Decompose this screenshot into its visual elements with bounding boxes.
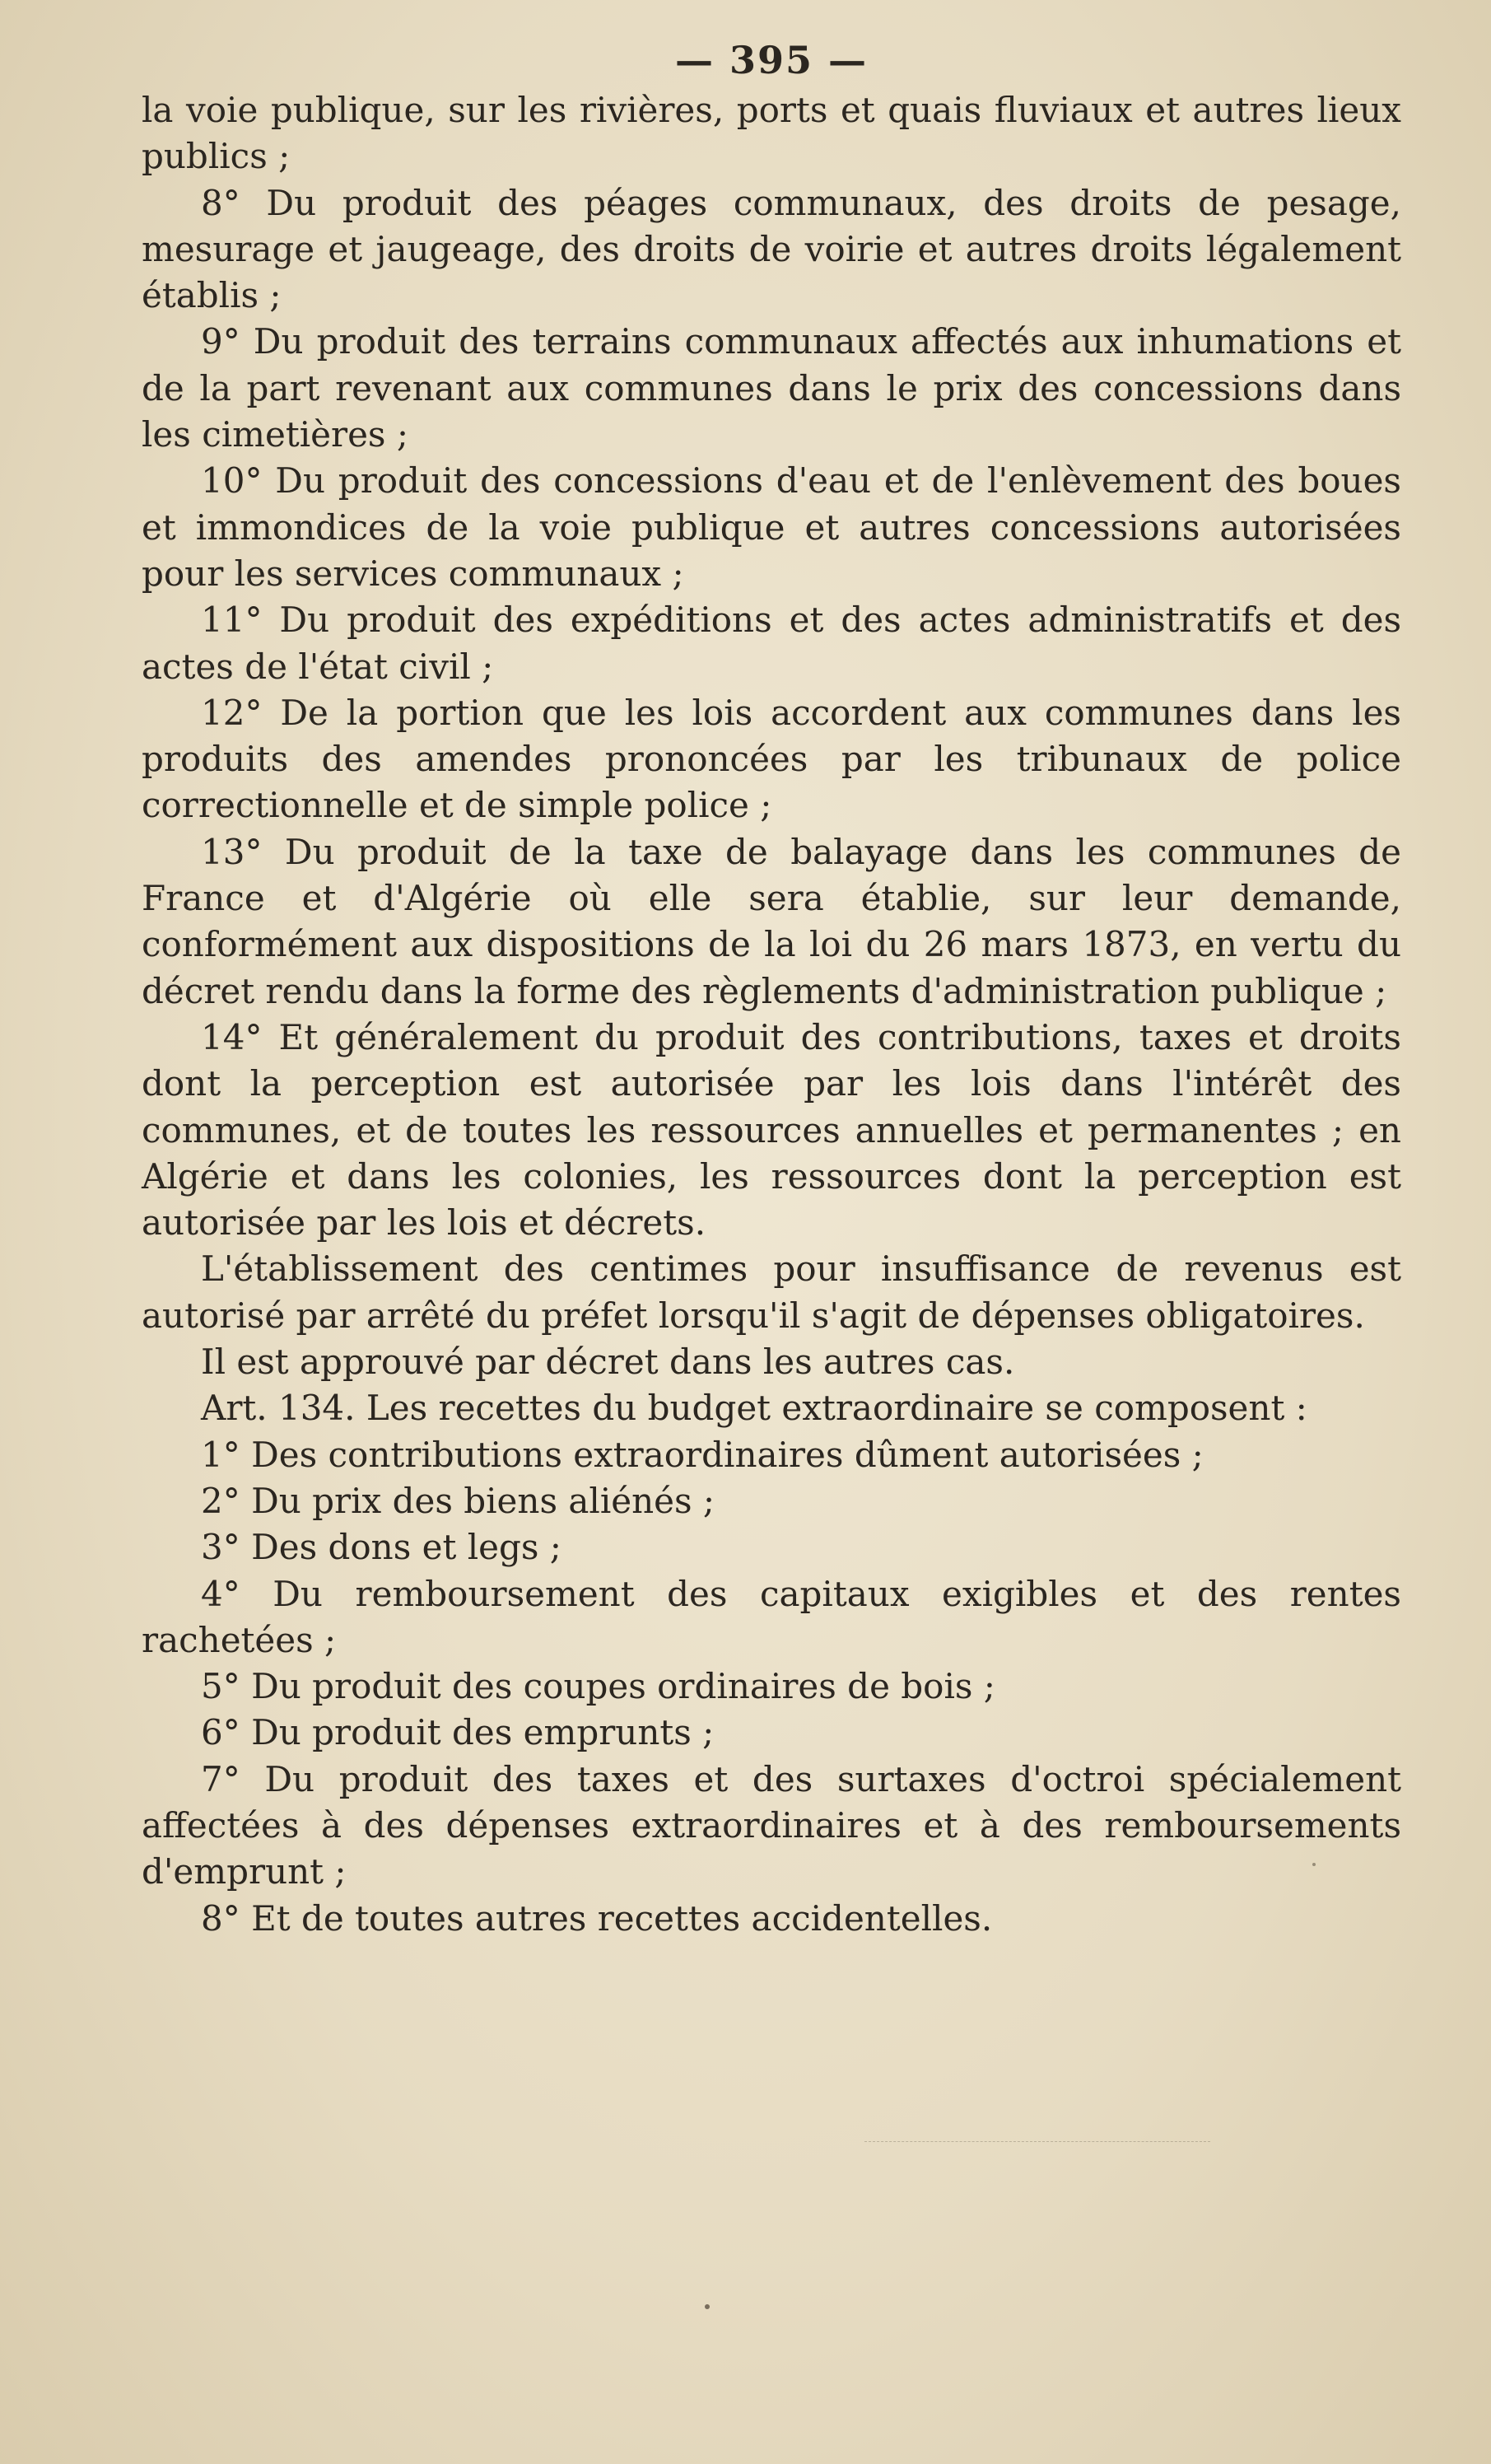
paragraph: la voie publique, sur les rivières, ports et quais fluviaux et autres lieux publics ; xyxy=(142,90,1401,177)
article-heading: Art. 134. Les recettes du budget extraordinaire se composent : xyxy=(201,1388,1307,1429)
list-item: 4° Du remboursement des capitaux exigibles et des rentes rachetées ; xyxy=(142,1573,1401,1660)
page-text xyxy=(142,33,1401,1942)
paragraph: 12° De la portion que les lois accordent aux communes dans les produits des amendes prononcées par les tribunaux de police correctionnelle et de simple police ; xyxy=(142,692,1401,826)
paragraph: 8° Du produit des péages communaux, des droits de pesage, mesurage et jaugeage, des droits de voirie et autres droits légalement établis ; xyxy=(142,182,1401,316)
end-rule xyxy=(864,2141,1210,2142)
paragraph: 14° Et généralement du produit des contributions, taxes et droits dont la perception est autorisée par les lois dans l'intérêt des communes, et de toutes les ressources annuelles et permanentes ; en Algérie et dans les colonies, les ressources dont la perception est autorisée par les lois et décrets. xyxy=(142,1016,1401,1244)
ink-speck xyxy=(1312,1863,1316,1866)
list-item: 5° Du produit des coupes ordinaires de bois ; xyxy=(201,1666,995,1707)
paragraph: 10° Du produit des concessions d'eau et de l'enlèvement des boues et immondices de la voie publique et autres concessions autorisées pour les services communaux ; xyxy=(142,460,1401,594)
list-item: 2° Du prix des biens aliénés ; xyxy=(201,1480,715,1521)
paragraph: 13° Du produit de la taxe de balayage dans les communes de France et d'Algérie où elle sera établie, sur leur demande, conformément aux dispositions de la loi du 26 mars 1873, en vertu du décret rendu dans la forme des règlements d'administration publique ; xyxy=(142,831,1401,1011)
paragraph: 11° Du produit des expéditions et des actes administratifs et des actes de l'état civil ; xyxy=(142,600,1401,687)
list-item: 8° Et de toutes autres recettes accidentelles. xyxy=(201,1897,993,1939)
list-item: 3° Des dons et legs ; xyxy=(201,1527,561,1568)
list-item: 6° Du produit des emprunts ; xyxy=(201,1712,715,1753)
page-number: — 395 — xyxy=(674,38,869,82)
paragraph: 9° Du produit des terrains communaux affectés aux inhumations et de la part revenant aux communes dans le prix des concessions dans les cimetières ; xyxy=(142,321,1401,455)
ink-speck xyxy=(705,2304,710,2309)
list-item: 7° Du produit des taxes et des surtaxes d'octroi spécialement affectées à des dépenses extraordinaires et à des remboursements d'emprunt ; xyxy=(142,1758,1401,1892)
paragraph: L'établissement des centimes pour insuffisance de revenus est autorisé par arrêté du préfet lorsqu'il s'agit de dépenses obligatoires. xyxy=(142,1248,1401,1336)
list-item: 1° Des contributions extraordinaires dûment autorisées ; xyxy=(201,1434,1204,1475)
paragraph: Il est approuvé par décret dans les autres cas. xyxy=(201,1342,1015,1383)
